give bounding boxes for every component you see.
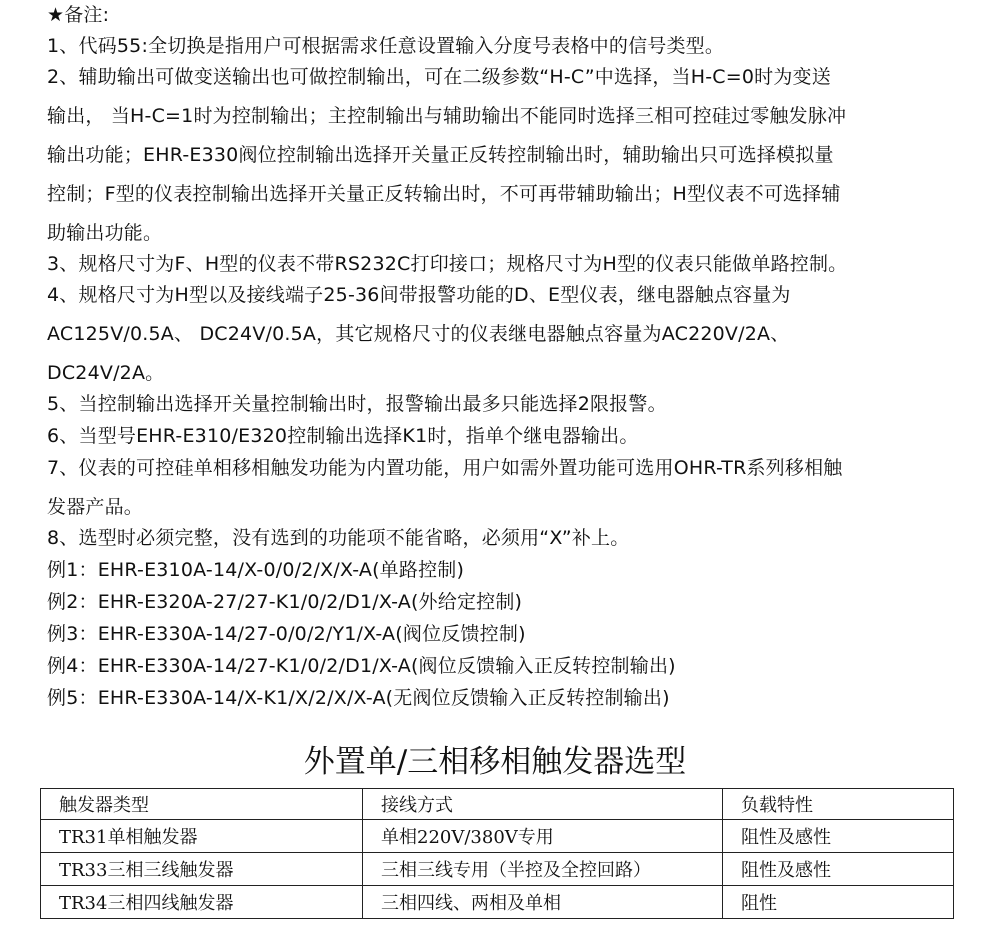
note-2-line-5: 助输出功能。: [47, 222, 163, 244]
header-trigger-type: 触发器类型: [41, 789, 363, 820]
note-6: 6、当型号EHR-E310/E320控制输出选择K1时，指单个继电器输出。: [47, 425, 639, 447]
notes-heading: ★备注:: [47, 4, 110, 26]
header-load-characteristic: 负载特性: [723, 789, 954, 820]
note-4-line-3: DC24V/2A。: [47, 362, 165, 384]
header-wiring-method: 接线方式: [363, 789, 723, 820]
table-header-row: [41, 789, 954, 820]
note-2-line-4: 控制；F型的仪表控制输出选择开关量正反转输出时，不可再带辅助输出；H型仪表不可选择辅: [47, 183, 841, 205]
note-2-line-3: 输出功能；EHR-E330阀位控制输出选择开关量正反转控制输出时，辅助输出只可选择模拟量: [47, 144, 834, 166]
table-row: [41, 853, 954, 886]
note-1: 1、代码55:全切换是指用户可根据需求任意设置输入分度号表格中的信号类型。: [47, 35, 725, 57]
cell-trigger-type: TR31单相触发器: [41, 820, 363, 853]
trigger-section-title: 外置单/三相移相触发器选型: [303, 744, 687, 780]
cell-wiring-method: 三相三线专用（半控及全控回路）: [363, 853, 723, 886]
example-3: 例3：EHR-E330A-14/27-0/0/2/Y1/X-A(阀位反馈控制): [47, 623, 526, 645]
note-2-line-1: 2、辅助输出可做变送输出也可做控制输出，可在二级参数“H-C”中选择，当H-C=0时为变送: [47, 66, 831, 88]
cell-load-characteristic: 阻性及感性: [723, 853, 954, 886]
example-1: 例1：EHR-E310A-14/X-0/0/2/X/X-A(单路控制): [47, 559, 465, 581]
table-row: [41, 820, 954, 853]
note-8: 8、选型时必须完整，没有选到的功能项不能省略，必须用“X”补上。: [47, 527, 630, 549]
cell-trigger-type: TR33三相三线触发器: [41, 853, 363, 886]
cell-wiring-method: 三相四线、两相及单相: [363, 886, 723, 919]
cell-load-characteristic: 阻性: [723, 886, 954, 919]
example-2: 例2：EHR-E320A-27/27-K1/0/2/D1/X-A(外给定控制): [47, 591, 523, 613]
note-3: 3、规格尺寸为F、H型的仪表不带RS232C打印接口；规格尺寸为H型的仪表只能做单路控制。: [47, 253, 848, 275]
table-row: [41, 886, 954, 919]
note-4-line-2: AC125V/0.5A、 DC24V/0.5A，其它规格尺寸的仪表继电器触点容量为AC220V/2A、: [47, 323, 790, 345]
note-7-line-2: 发器产品。: [47, 496, 144, 518]
note-4-line-1: 4、规格尺寸为H型以及接线端子25-36间带报警功能的D、E型仪表，继电器触点容量为: [47, 284, 791, 306]
cell-trigger-type: TR34三相四线触发器: [41, 886, 363, 919]
note-7-line-1: 7、仪表的可控硅单相移相触发功能为内置功能，用户如需外置功能可选用OHR-TR系列移相触: [47, 457, 843, 479]
example-5: 例5：EHR-E330A-14/X-K1/X/2/X/X-A(无阀位反馈输入正反转控制输出): [47, 687, 670, 709]
cell-wiring-method: 单相220V/380V专用: [363, 820, 723, 853]
example-4: 例4：EHR-E330A-14/27-K1/0/2/D1/X-A(阀位反馈输入正反转控制输出): [47, 655, 676, 677]
note-2-line-2: 输出， 当H-C=1时为控制输出；主控制输出与辅助输出不能同时选择三相可控硅过零触发脉冲: [47, 105, 847, 127]
note-5: 5、当控制输出选择开关量控制输出时，报警输出最多只能选择2限报警。: [47, 393, 667, 415]
trigger-selection-table: [40, 788, 954, 919]
cell-load-characteristic: 阻性及感性: [723, 820, 954, 853]
